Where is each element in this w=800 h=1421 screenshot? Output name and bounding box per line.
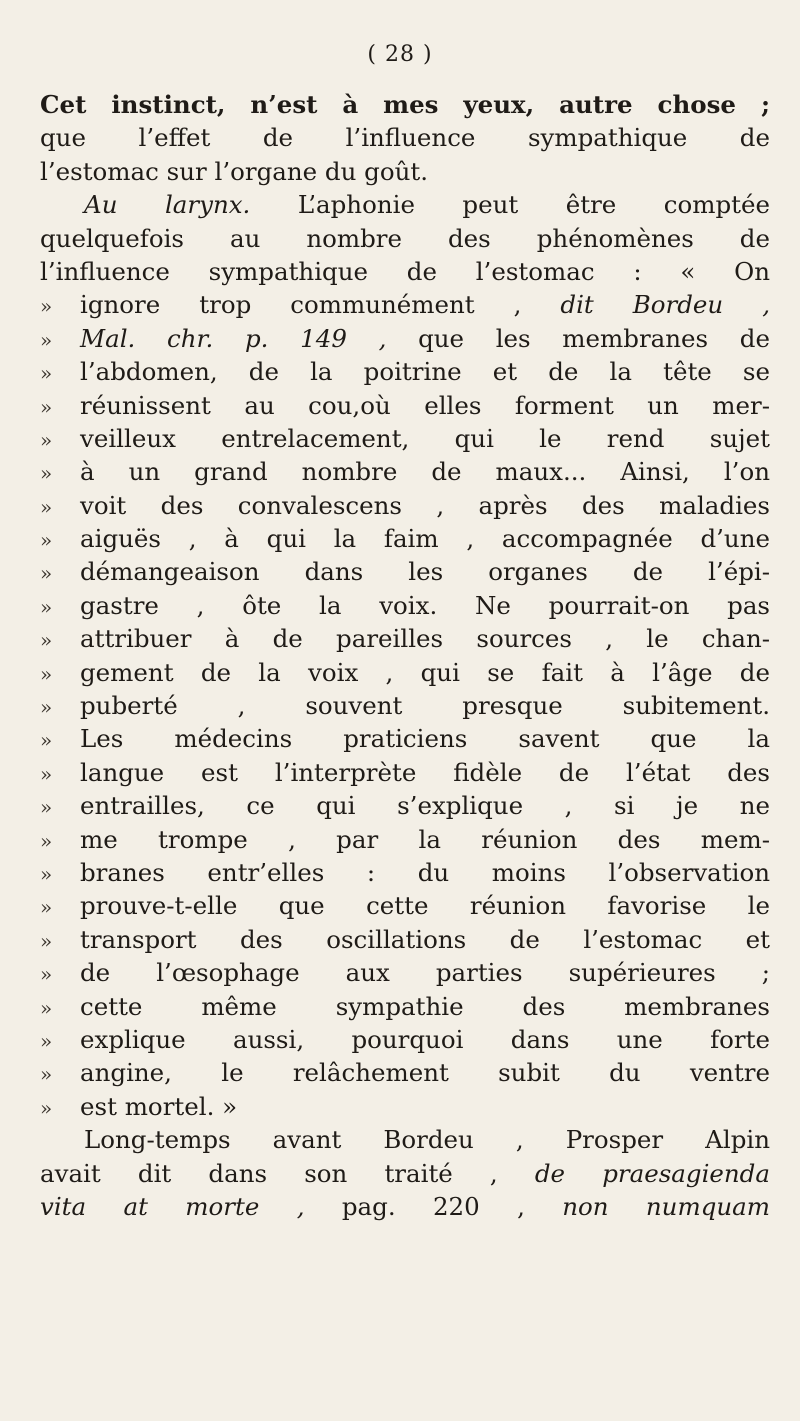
- text-line: [40, 856, 770, 889]
- italic-text: Au larynx.: [84, 190, 251, 220]
- line-text: veilleux entrelacement, qui le rend sujet: [80, 423, 770, 453]
- quote-mark: »: [40, 561, 53, 586]
- line-text: l’abdomen, de la poitrine et de la tête se: [80, 357, 770, 387]
- text-line: [40, 355, 770, 388]
- text-line: [40, 555, 770, 588]
- text-line: [40, 288, 770, 321]
- quote-mark: »: [40, 361, 53, 386]
- italic-text: Mal. chr. p. 149 ,: [80, 323, 387, 353]
- line-text: Les médecins praticiens savent que la: [80, 724, 770, 754]
- line-text: à un grand nombre de maux... Ainsi, l’on: [80, 457, 770, 487]
- quote-mark: »: [40, 861, 53, 886]
- text-line: [40, 923, 770, 956]
- line-text: prouve-t-elle que cette réunion favorise le: [80, 891, 770, 921]
- quote-mark: »: [40, 728, 53, 753]
- line-text: gement de la voix , qui se fait à l’âge de: [80, 657, 770, 687]
- text-line: [40, 88, 770, 121]
- line-text: pag. 220 ,: [304, 1191, 563, 1221]
- quote-mark: »: [40, 394, 53, 419]
- line-text: branes entr’elles : du moins l’observation: [80, 857, 770, 887]
- quote-mark: »: [40, 628, 53, 653]
- text-line: [40, 155, 770, 188]
- text-line: [40, 756, 770, 789]
- line-text: L’aphonie peut être comptée: [250, 190, 770, 220]
- text-line: [40, 121, 770, 154]
- line-text: gastre , ôte la voix. Ne pourrait-on pas: [80, 590, 770, 620]
- italic-text: non numquam: [562, 1191, 770, 1221]
- text-line: [40, 255, 770, 288]
- text-line: [40, 188, 770, 221]
- text-line: [40, 489, 770, 522]
- line-text: Long-temps avant Bordeu , Prosper Alpin: [84, 1125, 770, 1155]
- text-line: [40, 656, 770, 689]
- line-text: ignore trop communément ,: [80, 290, 561, 320]
- line-text: que l’effet de l’influence sympathique de: [40, 123, 770, 153]
- quote-mark: »: [40, 928, 53, 953]
- quote-mark: »: [40, 494, 53, 519]
- text-line: [40, 789, 770, 822]
- text-line: [40, 455, 770, 488]
- quote-mark: »: [40, 795, 53, 820]
- text-line: [40, 322, 770, 355]
- text-line: [40, 1090, 770, 1123]
- line-text: l’influence sympathique de l’estomac : « On: [40, 256, 770, 286]
- text-line: [40, 689, 770, 722]
- line-text: avait dit dans son traité ,: [40, 1158, 535, 1188]
- line-text: l’estomac sur l’organe du goût.: [40, 156, 429, 186]
- text-line: [40, 622, 770, 655]
- text-line: [40, 589, 770, 622]
- line-text: que les membranes de: [386, 323, 770, 353]
- text-line: [40, 1123, 770, 1156]
- text-line: [40, 990, 770, 1023]
- text-line: [40, 1157, 770, 1190]
- text-line: [40, 1056, 770, 1089]
- quote-mark: »: [40, 962, 53, 987]
- line-text: quelquefois au nombre des phénomènes de: [40, 223, 770, 253]
- quote-mark: »: [40, 895, 53, 920]
- quote-mark: »: [40, 427, 53, 452]
- text-line: [40, 389, 770, 422]
- quote-mark: »: [40, 327, 53, 352]
- text-line: [40, 722, 770, 755]
- italic-text: de praesagienda: [534, 1158, 770, 1188]
- text-line: [40, 823, 770, 856]
- quote-mark: »: [40, 461, 53, 486]
- text-line: [40, 522, 770, 555]
- text-line: [40, 956, 770, 989]
- line-text: explique aussi, pourquoi dans une forte: [80, 1024, 770, 1054]
- quote-mark: »: [40, 661, 53, 686]
- text-line: [40, 422, 770, 455]
- line-text: voit des convalescens , après des maladies: [80, 490, 770, 520]
- line-text: angine, le relâchement subit du ventre: [80, 1058, 770, 1088]
- line-text: transport des oscillations de l’estomac et: [80, 924, 770, 954]
- quote-mark: »: [40, 995, 53, 1020]
- quote-mark: »: [40, 761, 53, 786]
- quote-mark: »: [40, 1028, 53, 1053]
- text-line: [40, 889, 770, 922]
- line-text: démangeaison dans les organes de l’épi-: [80, 557, 770, 587]
- line-text: puberté , souvent presque subitement.: [80, 691, 770, 721]
- text-block: [40, 88, 770, 1223]
- quote-mark: »: [40, 828, 53, 853]
- quote-mark: »: [40, 1095, 53, 1120]
- quote-mark: »: [40, 1062, 53, 1087]
- quote-mark: »: [40, 528, 53, 553]
- line-text: est mortel. »: [80, 1091, 238, 1121]
- text-line: [40, 1190, 770, 1223]
- text-line: [40, 1023, 770, 1056]
- line-text: me trompe , par la réunion des mem-: [80, 824, 770, 854]
- quote-mark: »: [40, 294, 53, 319]
- quote-mark: »: [40, 594, 53, 619]
- italic-text: vita at morte ,: [40, 1191, 305, 1221]
- line-text: langue est l’interprète fidèle de l’état des: [80, 757, 770, 787]
- line-text: entrailles, ce qui s’explique , si je ne: [80, 791, 770, 821]
- line-text: de l’œsophage aux parties supérieures ;: [80, 958, 770, 988]
- text-line: [40, 222, 770, 255]
- line-text: Cet instinct, n’est à mes yeux, autre chose ;: [40, 90, 770, 119]
- page-number: ( 28 ): [367, 42, 433, 67]
- line-text: aiguës , à qui la faim , accompagnée d’une: [80, 524, 770, 554]
- line-text: cette même sympathie des membranes: [80, 991, 770, 1021]
- line-text: attribuer à de pareilles sources , le chan-: [80, 624, 770, 654]
- italic-text: dit Bordeu ,: [560, 290, 770, 320]
- line-text: réunissent au cou,où elles forment un mer-: [80, 390, 770, 420]
- quote-mark: »: [40, 695, 53, 720]
